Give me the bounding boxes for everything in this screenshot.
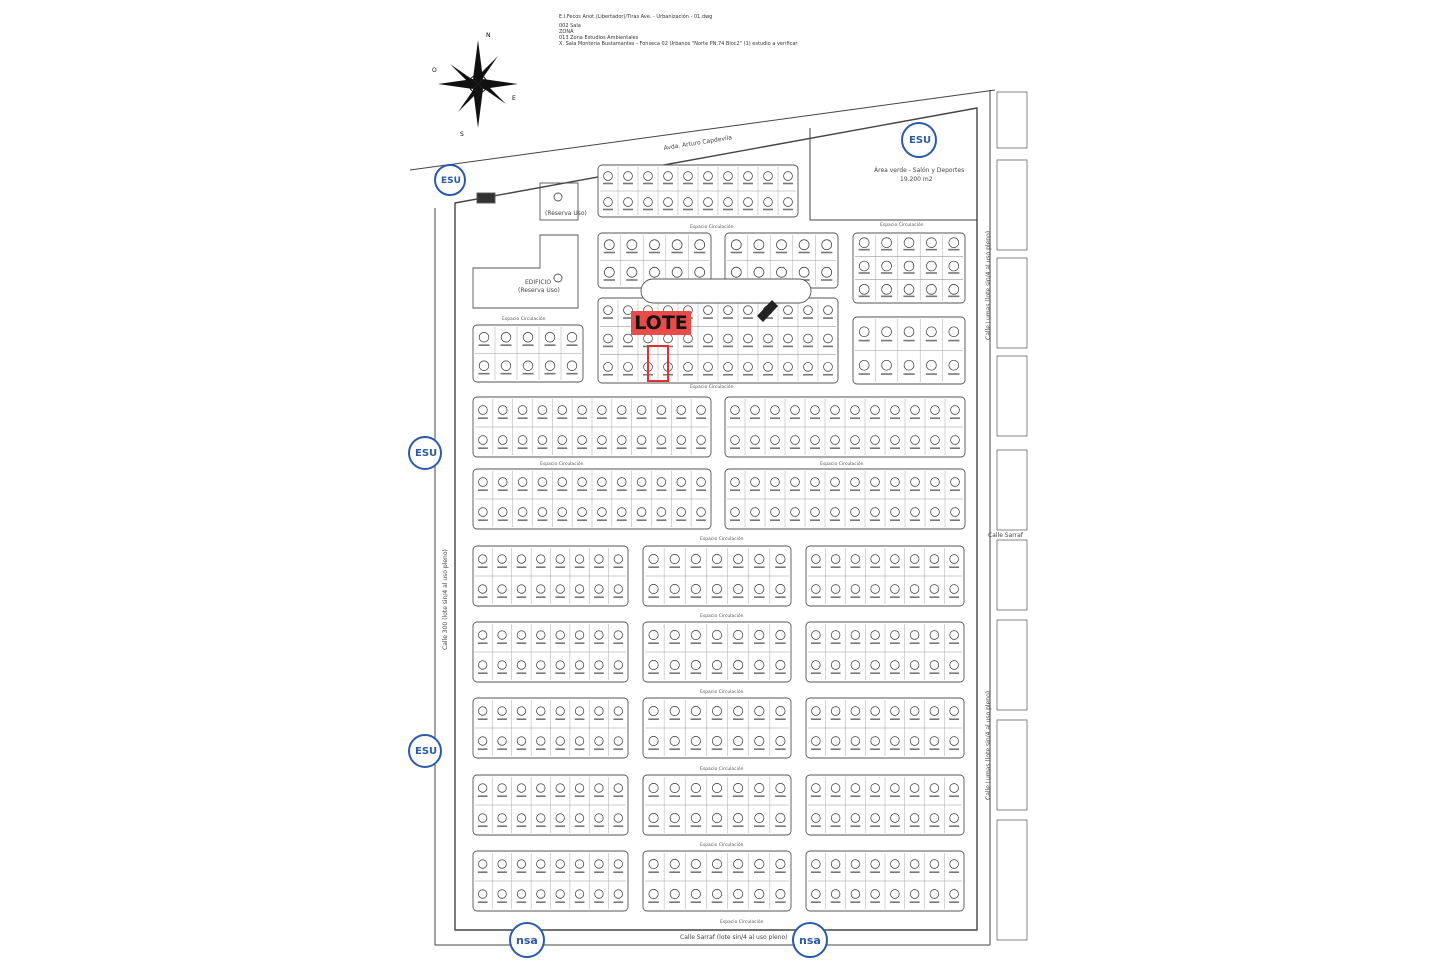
- esu-logo-top-left: [435, 165, 465, 195]
- left-polygon-sub: (Reserva Uso): [518, 287, 560, 294]
- lot-block-mid-right: [853, 317, 965, 384]
- aisle-label: Espacio Circulación: [880, 223, 924, 228]
- lot-block-row1-right: [725, 397, 965, 457]
- header-note-1: E.I.Fecos Anot.(Libertador)/Tiras Ave. - Urbanización - 01.dwg: [559, 14, 713, 20]
- lot-block-left: [473, 325, 583, 382]
- street-label-right-upper: Calle Lumas (lote sin/4 al uso pleno): [985, 230, 992, 340]
- lot-block-r7-c: [806, 851, 964, 911]
- lot-block-r7-b: [643, 851, 791, 911]
- right-parcels: [997, 92, 1027, 940]
- compass-rose-icon: [432, 32, 518, 138]
- compass-north: N: [486, 32, 491, 39]
- lot-block-row2-left: [473, 469, 711, 529]
- aisle-label: Espacio Circulación: [690, 385, 734, 390]
- lot-block-r6-a: [473, 775, 628, 835]
- aisle-label: Espacio Circulación: [700, 767, 744, 772]
- svg-text:nsa: nsa: [799, 934, 821, 947]
- street-label-bottom: Calle Sarraf (lote sin/4 al uso pleno): [680, 934, 788, 941]
- header-note-2: 002 Sala: [559, 23, 581, 29]
- left-polygon-title: EDIFICIO: [525, 279, 552, 286]
- area-label-top-right: Área verde - Salón y Deportes: [874, 167, 965, 174]
- nsa-logo-bottom-left: [510, 923, 544, 957]
- header-note-4: 013 Zona Estudios Ambientales: [559, 35, 639, 41]
- lot-block-top-center: [598, 165, 798, 217]
- aisle-label: Espacio Circulación: [502, 317, 546, 322]
- lot-block-r7-a: [473, 851, 628, 911]
- header-note-5: X. Sala Monteria Bustamantes - Fonseca 02 Urbanos "Norte PN.74 Bloc2" (1) estudio a verificar: [559, 41, 798, 47]
- esu-logo-left-lower: [409, 735, 441, 767]
- lot-block-r5-b: [643, 698, 791, 758]
- lote-marker-label[interactable]: LOTE: [631, 311, 691, 335]
- aisle-label: Espacio Circulación: [720, 920, 764, 925]
- aisle-label: Espacio Circulación: [700, 537, 744, 542]
- lot-block-r6-c: [806, 775, 964, 835]
- street-label-right-lower: Calle Lumas (lote sin/4 al uso pleno): [985, 690, 992, 800]
- svg-text:ESU: ESU: [441, 176, 461, 186]
- esu-logo-top-right: [902, 123, 936, 157]
- compass-east: E: [512, 95, 516, 102]
- compass-south: S: [460, 131, 464, 138]
- compass-west: O: [432, 67, 437, 74]
- lot-block-r4-a: [473, 622, 628, 682]
- central-oval: [641, 279, 811, 303]
- nsa-logo-bottom-right: [793, 923, 827, 957]
- svg-text:ESU: ESU: [909, 135, 932, 146]
- lot-block-upper-right: [853, 233, 965, 303]
- small-block-label: (Reserva Uso): [545, 210, 587, 217]
- aisle-label: Espacio Circulación: [820, 462, 864, 467]
- lot-block-r3-b: [643, 546, 791, 606]
- aisle-label: Espacio Circulación: [690, 225, 734, 230]
- svg-text:ESU: ESU: [415, 746, 438, 757]
- lot-block-r5-a: [473, 698, 628, 758]
- aisle-label: Espacio Circulación: [700, 614, 744, 619]
- lot-block-r4-c: [806, 622, 964, 682]
- lot-block-r3-a: [473, 546, 628, 606]
- esu-logo-left-upper: [409, 437, 441, 469]
- area-value-top-right: 19.200 m2: [900, 176, 933, 183]
- aisle-label: Espacio Circulación: [540, 462, 584, 467]
- aisle-label: Espacio Circulación: [700, 690, 744, 695]
- svg-text:nsa: nsa: [516, 934, 538, 947]
- lot-block-r3-c: [806, 546, 964, 606]
- street-label-right-mid: Calle Sarraf: [988, 532, 1023, 539]
- lot-block-r4-b: [643, 622, 791, 682]
- lote-highlight-box[interactable]: [647, 345, 669, 382]
- street-label-left: Calle 300 (lote sin/4 al uso pleno): [442, 549, 449, 650]
- svg-text:ESU: ESU: [415, 448, 438, 459]
- header-note-3: ZONA: [559, 29, 574, 35]
- lot-block-r6-b: [643, 775, 791, 835]
- street-label-top: Avda. Arturo Capdevila: [663, 134, 733, 152]
- lot-block-row1-left: [473, 397, 711, 457]
- aisle-label: Espacio Circulación: [700, 843, 744, 848]
- lot-block-row2-right: [725, 469, 965, 529]
- lot-block-r5-c: [806, 698, 964, 758]
